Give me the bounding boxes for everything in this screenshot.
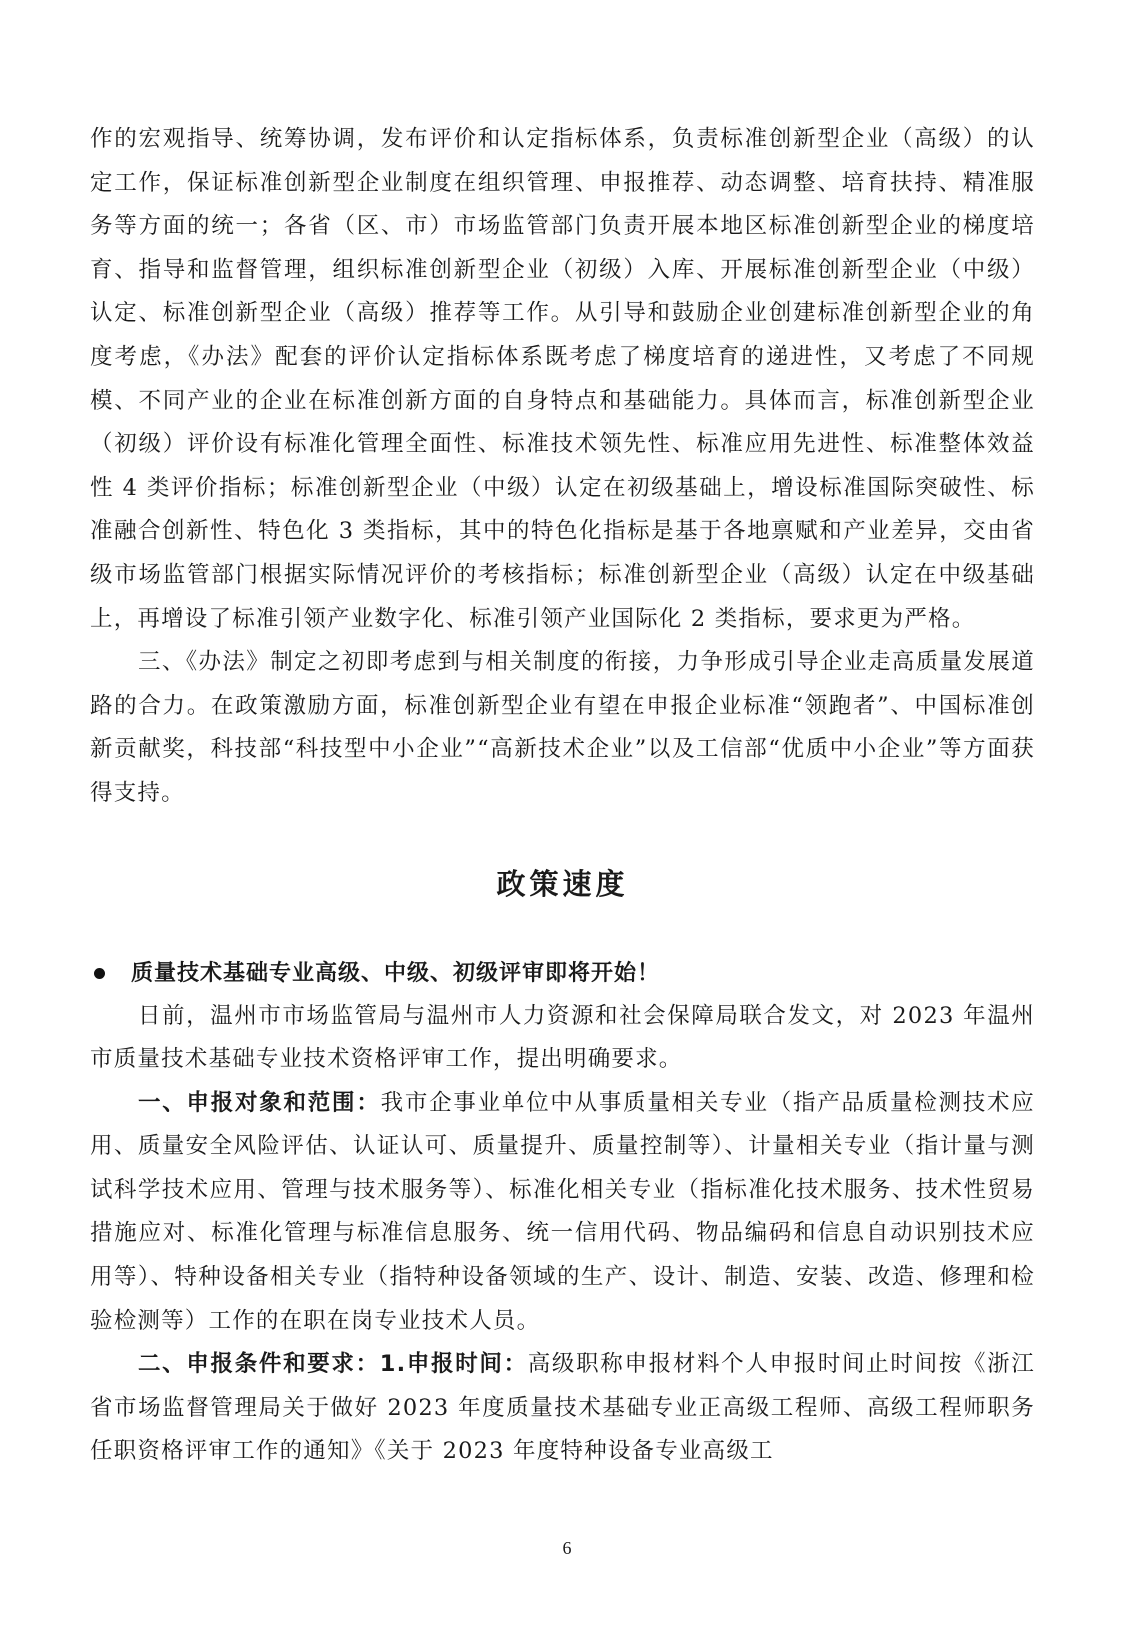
page-number: 6 — [562, 1538, 572, 1558]
news-item-1-lead: 一、申报对象和范围： — [138, 1089, 381, 1116]
section-title: 政策速度 — [496, 866, 629, 901]
news-heading — [90, 952, 1035, 995]
bullet-icon — [94, 968, 105, 979]
news-intro: 日前，温州市市场监管局与温州市人力资源和社会保障局联合发文，对 2023 年温州市质量技术基础专业技术资格评审工作，提出明确要求。 — [90, 1002, 1035, 1073]
news-item-1 — [90, 1082, 1035, 1344]
document-body — [90, 118, 1035, 1474]
paragraph-point-three: 三、《办法》制定之初即考虑到与相关制度的衔接，力争形成引导企业走高质量发展道路的合力。在政策激励方面，标准创新型企业有望在申报企业标准“领跑者”、中国标准创新贡献奖，科技部“科技型中小企业”“高新技术企业”以及工信部“优质中小企业”等方面获得支持。 — [90, 649, 1035, 806]
paragraph-continued: 作的宏观指导、统筹协调，发布评价和认定指标体系，负责标准创新型企业（高级）的认定工作，保证标准创新型企业制度在组织管理、申报推荐、动态调整、培育扶持、精准服务等方面的统一；各省（区、市）市场监管部门负责开展本地区标准创新型企业的梯度培育、指导和监督管理，组织标准创新型企业（初级）入库、开展标准创新型企业（中级）认定、标准创新型企业（高级）推荐等工作。从引导和鼓励企业创建标准创新型企业的角度考虑，《办法》配套的评价认定指标体系既考虑了梯度培育的递进性，又考虑了不同规模、不同产业的企业在标准创新方面的自身特点和基础能力。具体而言，标准创新型企业（初级）评价设有标准化管理全面性、标准技术领先性、标准应用先进性、标准整体效益性 4 类评价指标；标准创新型企业（中级）认定在初级基础上，增设标准国际突破性、标准融合创新性、特色化 3 类指标，其中的特色化指标是基于各地禀赋和产业差异，交由省级市场监管部门根据实际情况评价的考核指标；标准创新型企业（高级）认定在中级基础上，再增设了标准引领产业数字化、标准引领产业国际化 2 类指标，要求更为严格。 — [90, 126, 1035, 632]
news-item-2 — [90, 1343, 1035, 1474]
news-item-2-text: 高级职称申报材料个人申报时间止时间按《浙江省市场监督管理局关于做好 2023 年度质量技术基础专业正高级工程师、高级工程师职务任职资格评审工作的通知》《关于 2023 年度特种设备专业高级工 — [90, 1351, 1035, 1465]
news-item-1-text: 我市企事业单位中从事质量相关专业（指产品质量检测技术应用、质量安全风险评估、认证认可、质量提升、质量控制等）、计量相关专业（指计量与测试科学技术应用、管理与技术服务等）、标准化相关专业（指标准化技术服务、技术性贸易措施应对、标准化管理与标准信息服务、统一信用代码、物品编码和信息自动识别技术应用等）、特种设备相关专业（指特种设备领域的生产、设计、制造、安装、改造、修理和检验检测等）工作的在职在岗专业技术人员。 — [90, 1089, 1035, 1334]
news-heading-text: 质量技术基础专业高级、中级、初级评审即将开始！ — [131, 960, 661, 986]
news-item-2-lead: 二、申报条件和要求：1.申报时间： — [138, 1351, 528, 1378]
